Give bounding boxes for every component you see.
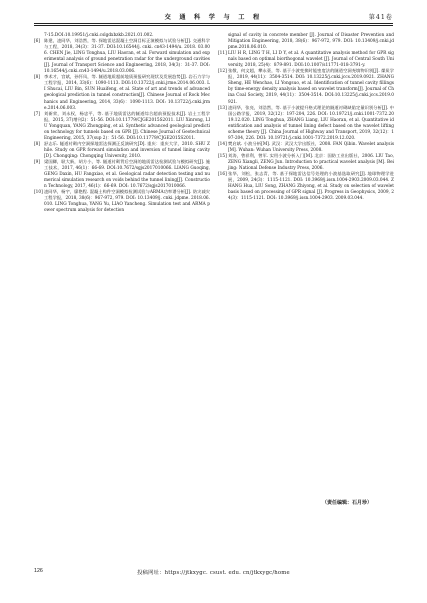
reference-continuation [218, 33, 394, 51]
reference-number: [8] [34, 75, 41, 81]
page-footer [34, 566, 393, 578]
journal-title: 交 通 科 学 与 工 程 [164, 14, 263, 21]
reference-item [34, 190, 210, 214]
right-column [218, 33, 394, 202]
responsible-editor: （责任编辑：石月珍） [322, 500, 373, 506]
reference-number: [12] [218, 69, 227, 75]
reference-text: 凌同华，杨宇，廖艳程. 混凝土构件空洞模拟检测试验与ARMA功率谱分析[J]. 防灾减灾工程学报，2018, 38(6)：967-972, 979. DOI: 10.13409/j. cnki. jdpme. 2018.06.010. LING Tonghua, YANG Yu, LIAO Yancheng. Simulation test and ARMA power spectrum analysis for detection [44, 190, 210, 214]
reference-number: [13] [218, 105, 227, 111]
reference-number: [6] [34, 39, 41, 45]
reference-text: 陈建，凌同华，刘浩然，等. 探地雷达混凝土空洞目标正演模拟与试验分析[J]. 交通科学与工程，2018, 34(3)：31-37. DOI:10.16544/j. cnki. cn43-1494/u. 2018. 03.006. CHEN Jie, LING Tonghua, LIU Haoran, et al. Forward simulation and experimental analysis of ground penetration radar for the underground cavities[J]. Journal of Transport Science and Engineering, 2018, 34(3)：31-37. DOI:10.16544/j.cnki.cn43-1494/u.2018.03.006. [44, 39, 210, 75]
reference-text: 刘涛，曾祥利，曾军. 实用小波分析入门[M]. 北京：国防工业出版社，2006. LIU Tao, ZENG Xiangli, ZENG Jun. Introduction to practical wavelet analysis [M]. Beijing: National Defense Industry Press, 2006. [228, 153, 394, 172]
reference-item [218, 51, 394, 69]
header-rule [34, 23, 393, 24]
reference-number: [14] [218, 141, 227, 147]
page-number: 126 [34, 568, 43, 574]
reference-text: 舒志乐. 隧道衬砌内空洞探地雷达探测正反演研究[D]. 重庆：重庆大学，2010. SHU Zhile. Study on GPR forward simulation and inversion of tunnel lining cavity [D]. Chongqing: Chongqing University, 2010. [44, 141, 210, 159]
reference-number: [8] [34, 141, 41, 147]
reference-item [34, 39, 210, 75]
reference-item [218, 106, 394, 142]
reference-number: [10] [34, 190, 43, 196]
reference-item [34, 112, 210, 142]
reference-item [218, 172, 394, 202]
reference-number: [9] [34, 159, 41, 165]
reference-text: LIU H R, LING T H, LI D Y, et al. A quantitative analysis method for GPR signals based on optimal biorthogonal wavelet [J]. Journal of Central South University, 2018, 25(4)：879-891. DOI:10.1007/s11771-018-3791-y. [228, 51, 394, 69]
reference-text: 张敬，何文超，攀永豪，等. 基于小波变换时能密度法的隧道空洞充填物识别[J]. 煤炭学报，2019, 44(11)：3504-3514. DOI: 10.13225/j.cnki.jccs.2019.0921. ZHANG Sheng, HE Wenchao, LI Yongsuo, et al. Identification of tunnel cavity fillings by time-energy density analysis based on wavelet transform[J]. Journal of China Coal Society, 2019, 44(11)：3504-3514. DOI:10.13225/j.cnki.jccs.2019.0921. [228, 69, 394, 105]
reference-text: 李术才，宫斌，孙怀凤，等. 隧道地质超前地质预报研究现状及发展趋势[J]. 岩石力学与工程学报，2014, 33(6)：1090-1113. DOI:10.13722/j.cnki.jrme.2014.06.003. LI Shucai, LIU Bin, SUN Huaifeng, et al. State of art and trends of advanced geological prediction in tunnel construction[J]. Chinese Journal of Rock Mechanics and Engineering, 2014, 33(6)：1090-1113. DOI: 10.13722/j.cnki.jrme.2014.06.003. [44, 75, 210, 111]
volume-number: 第41卷 [368, 14, 393, 21]
reference-item [34, 160, 210, 190]
reference-text: signal of cavity in concrete member [J]. Journal of Disaster Prevention and Mitigation Engineering, 2018, 38(6)：967-972, 979. DOI: 10.13409/j.cnki.jdpme.2018.06.010. [228, 33, 394, 51]
left-column [34, 33, 210, 214]
reference-number: [7] [34, 111, 41, 117]
reference-number: [11] [218, 51, 227, 57]
reference-number: [16] [218, 172, 227, 178]
reference-text: 张华，刘松，张志青，等. 基于探地雷达信号处理的小波基选取研究[J]. 地球物理学进展，2009, 24(3)：1115-1121. DOI: 10.3969/j.issn.1004-2903.2009.03.044. ZHANG Hua, LIU Song, ZHANG Zhiyong, et al. Study on selection of wavelet basis based on processing of GPR signal [J]. Progress in Geophysics, 2009, 24(3)：1115-1121. DOI: 10.3969/j.issn.1004-2903. 2009.03.044. [228, 172, 394, 202]
reference-text: 梁国卿，耿大新，胡方小，等. 隧道衬砌背后空洞的地质雷达检测试验与模拟研究[J]. 施工技术，2017, 46(1)：66-69. DOI:10.7672/sgjs2017010066. LIANG Guoqing, GENG Daxin, HU Fangxiao, et al. Geological radar detection testing and numerical simulation research on voids behind the tunnel lining[J]. Construction Technology, 2017, 46(1)：66-69. DOI: 10.7672/sgjs2017010066. [44, 159, 210, 190]
reference-text: 樊启斌. 小波分析[M]. 武汉：武汉大学出版社，2008. FAN Qibin. Wavelet analysis [M]. Wuhan: Wuhan University Press, 2008. [228, 141, 394, 153]
header-rule-thin [34, 25, 393, 26]
reference-text: 刘新荣，刘永权，杨忠平，等. 基于地质雷达的隧道综合超前预报技术[J]. 岩土工程学报，2015, 37(增刊2)：51-56. DOI:10.11779/CJGE2015S2011. LIU Xinrong, LIU Yongquan, YANG Zhongping, et al. Synthetic advanced geological prediction technology for tunnels based on GPR [J]. Chinese Journal of Geotechnical Engineering, 2015, 37(sup 2)：51-56. DOI:10.11779/CJGE2015S2011. [44, 111, 210, 141]
reference-number: [15] [218, 153, 227, 159]
reference-item [218, 154, 394, 172]
reference-item [34, 142, 210, 160]
reference-text: 凌同华，张亮，刘浩然，等. 基于小波提升格式理论的隧道衬砌缺陷定量识别分析[J]. 中国公路学报，2019, 32(12)：197-204, 226. DOI: 10.19721/j.cnki.1001-7372.2019.12.020. LING Tonghua, ZHANG Liang, LIU Haoran, et al. Quantitative identification and analysis of tunnel lining defect based on the wavelet lifting scheme theory [J]. China Journal of Highway and Transport, 2019, 32(12)：197-204, 226. DOI: 10.19721/j.cnki.1001-7372.2019.12.020. [228, 105, 394, 141]
reference-item [34, 75, 210, 111]
reference-item [218, 142, 394, 154]
reference-text: 7-15.DOI:10.19951/j.cnki.cslgdxbzkb.2021.01.002. [44, 33, 154, 38]
submission-url[interactable]: 投稿网址：https://jtkxygc. csust. edu. cn/jtkxygc/home [137, 570, 290, 576]
reference-item [218, 69, 394, 105]
running-header [34, 12, 393, 28]
